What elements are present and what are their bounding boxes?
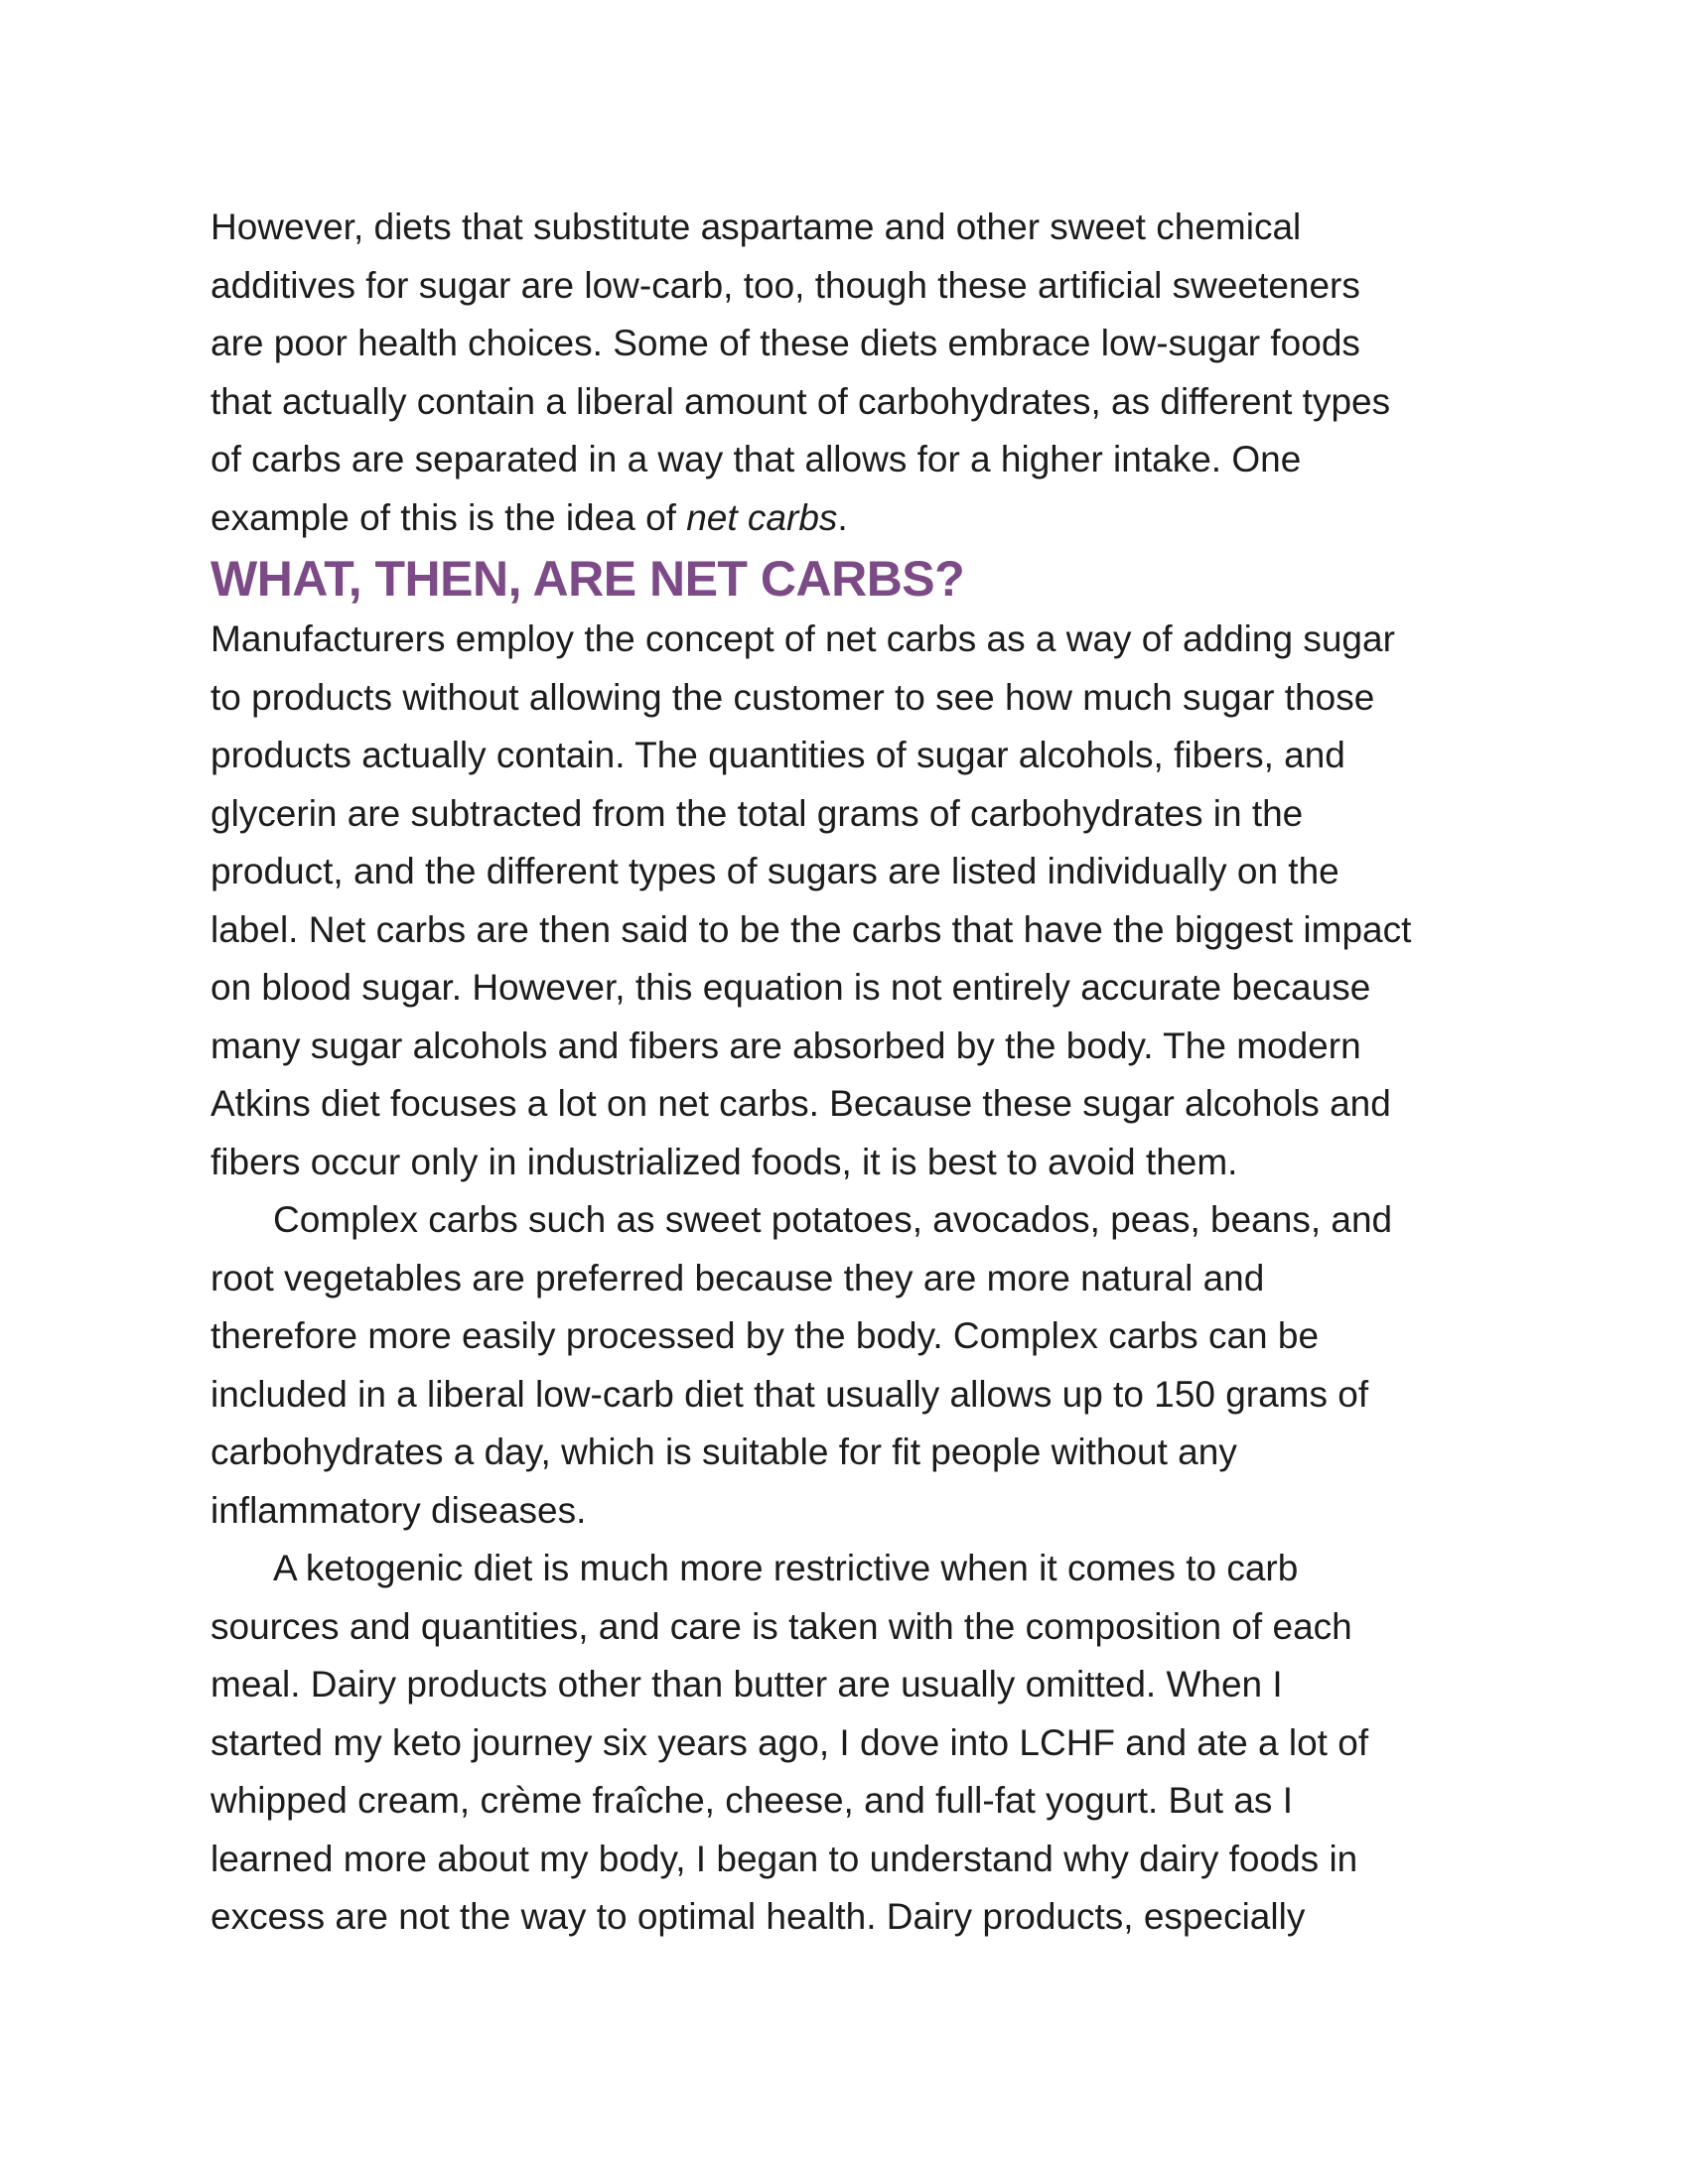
text-line: meal. Dairy products other than butter are usually omitted. When I <box>211 1664 1283 1705</box>
text-line: learned more about my body, I began to understand why dairy foods in <box>211 1838 1358 1879</box>
text-line: Atkins diet focuses a lot on net carbs. Because these sugar alcohols and <box>211 1083 1391 1124</box>
body-paragraph-3 <box>211 1540 1491 1947</box>
text-line: root vegetables are preferred because they are more natural and <box>211 1257 1265 1298</box>
text-line: A ketogenic diet is much more restrictive when it comes to carb <box>273 1548 1299 1588</box>
text-line: on blood sugar. However, this equation is not entirely accurate because <box>211 967 1371 1008</box>
text-fragment: . <box>837 496 848 538</box>
text-line: many sugar alcohols and fibers are absorbed by the body. The modern <box>211 1024 1361 1066</box>
text-line: are poor health choices. Some of these diets embrace low-sugar foods <box>211 323 1360 363</box>
body-paragraph-1 <box>211 611 1491 1191</box>
text-line: therefore more easily processed by the body. Complex carbs can be <box>211 1315 1320 1356</box>
text-line: Complex carbs such as sweet potatoes, avocados, peas, beans, and <box>273 1199 1393 1240</box>
section-heading: WHAT, THEN, ARE NET CARBS? <box>211 551 965 607</box>
text-line: sources and quantities, and care is taken with the composition of each <box>211 1605 1352 1647</box>
italic-term: net carbs <box>686 496 838 538</box>
text-line: glycerin are subtracted from the total grams of carbohydrates in the <box>211 792 1304 834</box>
intro-paragraph <box>211 199 1491 547</box>
text-line: additives for sugar are low-carb, too, though these artificial sweeteners <box>211 264 1360 306</box>
text-line: of carbs are separated in a way that allows for a higher intake. One <box>211 439 1302 479</box>
text-line: fibers occur only in industrialized foods, it is best to avoid them. <box>211 1141 1238 1182</box>
page-content <box>211 199 1491 1947</box>
text-line <box>211 489 1491 548</box>
text-line: excess are not the way to optimal health. Dairy products, especially <box>211 1896 1306 1937</box>
text-line: However, diets that substitute aspartame and other sweet chemical <box>211 206 1302 247</box>
text-line: to products without allowing the customer to see how much sugar those <box>211 676 1375 718</box>
text-line: included in a liberal low-carb diet that usually allows up to 150 grams of <box>211 1373 1369 1415</box>
body-paragraph-2 <box>211 1191 1491 1540</box>
text-line: that actually contain a liberal amount of carbohydrates, as different types <box>211 380 1391 422</box>
text-line: Manufacturers employ the concept of net carbs as a way of adding sugar <box>211 618 1395 659</box>
text-line: product, and the different types of sugars are listed individually on the <box>211 851 1339 891</box>
text-line: inflammatory diseases. <box>211 1489 587 1531</box>
text-line: started my keto journey six years ago, I dove into LCHF and ate a lot of <box>211 1721 1369 1763</box>
text-line: label. Net carbs are then said to be the carbs that have the biggest impact <box>211 908 1412 950</box>
text-line: whipped cream, crème fraîche, cheese, and full-fat yogurt. But as I <box>211 1780 1293 1821</box>
text-fragment: example of this is the idea of <box>211 496 687 538</box>
text-line: products actually contain. The quantities of sugar alcohols, fibers, and <box>211 735 1345 775</box>
text-line: carbohydrates a day, which is suitable for fit people without any <box>211 1432 1237 1472</box>
